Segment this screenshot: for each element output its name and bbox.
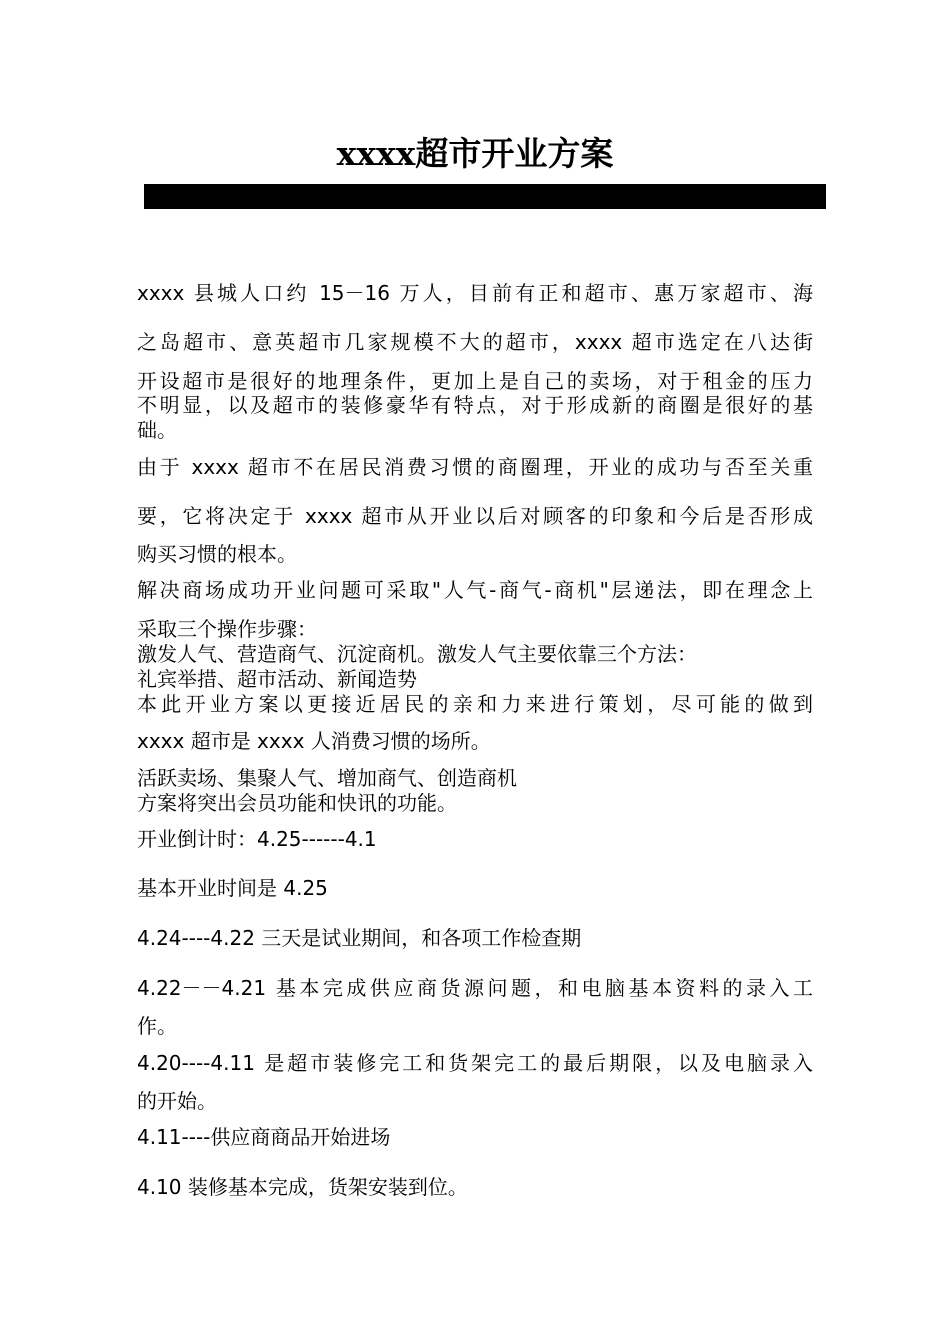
body-line: 4.20----4.11 是超市装修完工和货架完工的最后期限，以及电脑录入 — [137, 1051, 813, 1075]
body-line: 础。 — [137, 418, 177, 442]
body-line: 激发人气、营造商气、沉淀商机。激发人气主要依靠三个方法： — [137, 642, 697, 666]
body-line: 活跃卖场、集聚人气、增加商气、创造商机 — [137, 766, 517, 790]
body-line: 方案将突出会员功能和快讯的功能。 — [137, 791, 457, 815]
body-line: 不明显，以及超市的装修豪华有特点，对于形成新的商圈是很好的基 — [137, 393, 813, 417]
body-line: 4.24----4.22 三天是试业期间，和各项工作检查期 — [137, 926, 582, 950]
body-line: 4.22－－4.21 基本完成供应商货源问题，和电脑基本资料的录入工 — [137, 976, 813, 1000]
body-line: 采取三个操作步骤： — [137, 617, 317, 641]
body-line: 4.10 装修基本完成，货架安装到位。 — [137, 1175, 468, 1199]
body-line: 基本开业时间是 4.25 — [137, 876, 328, 900]
body-line: xxxx 超市是 xxxx 人消费习惯的场所。 — [137, 729, 491, 753]
body-line: 作。 — [137, 1014, 177, 1038]
body-line: 4.11----供应商商品开始进场 — [137, 1125, 391, 1149]
body-line: 开业倒计时：4.25------4.1 — [137, 827, 377, 851]
body-line: 由于 xxxx 超市不在居民消费习惯的商圈理，开业的成功与否至关重 — [137, 455, 813, 479]
body-line: 本此开业方案以更接近居民的亲和力来进行策划，尽可能的做到 — [137, 692, 813, 716]
body-line: xxxx 县城人口约 15－16 万人，目前有正和超市、惠万家超市、海 — [137, 281, 813, 305]
body-line: 礼宾举措、超市活动、新闻造势 — [137, 667, 417, 691]
body-line: 之岛超市、意英超市几家规模不大的超市，xxxx 超市选定在八达街 — [137, 330, 813, 354]
body-line: 解决商场成功开业问题可采取"人气-商气-商机"层递法，即在理念上 — [137, 578, 813, 602]
body-line: 购买习惯的根本。 — [137, 542, 297, 566]
body-line: 要，它将决定于 xxxx 超市从开业以后对顾客的印象和今后是否形成 — [137, 504, 813, 528]
document-title: xxxx超市开业方案 — [336, 134, 614, 173]
body-line: 的开始。 — [137, 1089, 217, 1113]
title-underline-bar — [144, 184, 826, 209]
body-line: 开设超市是很好的地理条件，更加上是自己的卖场，对于租金的压力 — [137, 369, 813, 393]
